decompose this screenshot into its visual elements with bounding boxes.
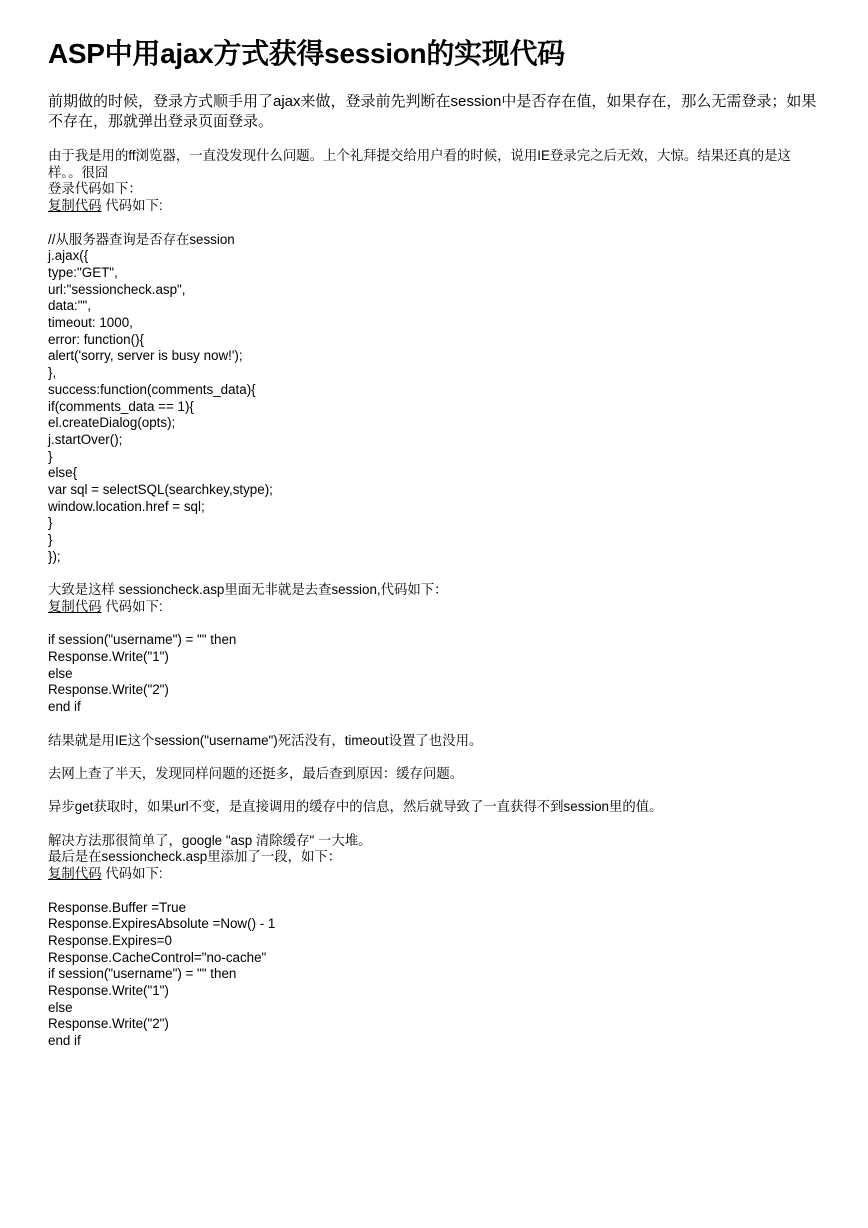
paragraph-cause: 去网上查了半天，发现同样问题的还挺多，最后查到原因：缓存问题。 [48,765,464,781]
code-line: var sql = selectSQL(searchkey,stype); [48,482,273,498]
code-line: //从服务器查询是否存在session [48,231,235,247]
paragraph-sessioncheck: 大致是这样 sessioncheck.asp里面无非就是去查session,代码如下： [48,582,448,598]
paragraph-solution: 解决方法那很简单了，google "asp 清除缓存" 一大堆。 [48,832,372,848]
code-block-ajax [48,232,823,566]
copy-code-row-1 [48,198,823,215]
copy-code-row-3 [48,866,823,883]
copy-code-suffix: 代码如下: [101,866,163,882]
code-line: alert('sorry, server is busy now!'); [48,348,243,364]
code-line: end if [48,1033,81,1049]
code-line: if session("username") = "" then [48,632,237,648]
intro-paragraph: 前期做的时候，登录方式顺手用了ajax来做，登录前先判断在session中是否存在值，如果存在，那么无需登录；如果不存在，那就弹出登录页面登录。 [48,93,817,130]
code-line: Response.Expires=0 [48,932,172,948]
document-page [48,34,823,1050]
code-line: window.location.href = sql; [48,498,205,514]
copy-code-link[interactable]: 复制代码 [48,598,102,614]
code-line: } [48,532,53,548]
copy-code-link[interactable]: 复制代码 [48,866,102,882]
code-line: Response.Write("2") [48,682,169,698]
code-line: Response.CacheControl="no-cache" [48,949,267,965]
paragraph-browser-issue: 由于我是用的ff浏览器，一直没发现什么问题。上个礼拜提交给用户看的时候，说用IE登录完之后无效，大惊。结果还真的是这样。。很囧 [48,148,791,180]
code-line: data:"", [48,298,92,314]
code-line: j.startOver(); [48,431,123,447]
paragraph-async-cache: 异步get获取时，如果url不变，是直接调用的缓存中的信息，然后就导致了一直获得不到session里的值。 [48,799,663,815]
code-line: if session("username") = "" then [48,966,237,982]
code-line: j.ajax({ [48,248,89,264]
code-line: else [48,665,73,681]
code-line: if(comments_data == 1){ [48,398,194,414]
copy-code-row-2 [48,599,823,616]
copy-code-link[interactable]: 复制代码 [48,198,102,214]
code-line: Response.Buffer =True [48,899,187,915]
code-line: type:"GET", [48,264,118,280]
code-line: Response.Write("1") [48,649,169,665]
code-line: timeout: 1000, [48,315,133,331]
code-line: end if [48,699,81,715]
code-line: } [48,448,53,464]
code-line: Response.Write("2") [48,1016,169,1032]
paragraph-login-code: 登录代码如下： [48,181,142,197]
code-line: error: function(){ [48,331,145,347]
code-line: else{ [48,465,78,481]
code-line: }); [48,548,61,564]
copy-code-suffix: 代码如下: [101,198,163,214]
code-line: url:"sessioncheck.asp", [48,281,186,297]
code-line: Response.ExpiresAbsolute =Now() - 1 [48,916,276,932]
code-line: } [48,515,53,531]
paragraph-ie-result: 结果就是用IE这个session("username")死活没有，timeout设置了也没用。 [48,732,483,748]
paragraph-final: 最后是在sessioncheck.asp里添加了一段，如下： [48,849,342,865]
code-block-sessioncheck [48,632,823,716]
copy-code-suffix: 代码如下: [101,598,163,614]
code-line: Response.Write("1") [48,983,169,999]
code-line: }, [48,365,57,381]
code-line: success:function(comments_data){ [48,381,256,397]
code-line: else [48,999,73,1015]
page-title: ASP中用ajax方式获得session的实现代码 [48,38,565,69]
code-line: el.createDialog(opts); [48,415,176,431]
code-block-fixed [48,900,823,1050]
